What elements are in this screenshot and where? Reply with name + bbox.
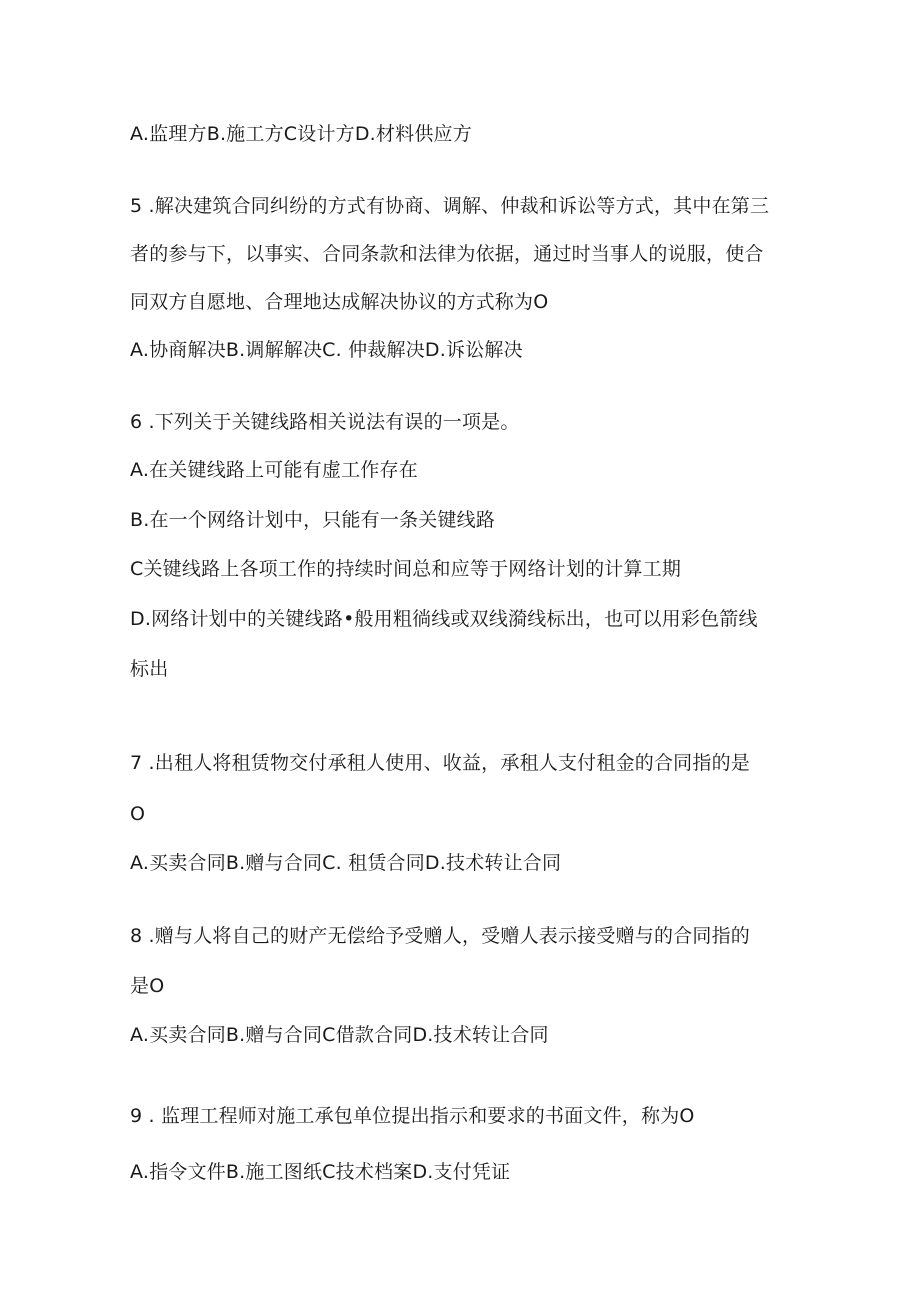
q6-option-c: C关键线路上各项工作的持续时间总和应等于网络计划的计算工期	[130, 558, 682, 580]
q6-option-d-line-2: 标出	[130, 658, 169, 680]
q6-option-d-line-1: D.网络计划中的关键线路•般用粗徜线或双线漪线标出，也可以用彩色箭线	[130, 608, 758, 630]
q5-options: A.协商解决B.调解解决C. 仲裁解决D.诉讼解决	[130, 339, 523, 361]
q5-stem-line-3: 同双方自愿地、合理地达成解决协议的方式称为O	[130, 291, 549, 313]
q5-stem-line-2: 者的参与下，以事实、合同条款和法律为依据，通过时当事人的说服，使合	[130, 243, 764, 265]
q9-options: A.指令文件B.施工图纸C技术档案D.支付凭证	[130, 1161, 511, 1183]
q6-stem: 6 .下列关于关键线路相关说法有误的一项是。	[130, 411, 520, 433]
q9-stem: 9 . 监理工程师对施工承包单位提出指示和要求的书面文件，称为O	[130, 1105, 695, 1127]
q8-stem-line-1: 8 .赠与人将自己的财产无偿给予受赠人，受赠人表示接受赠与的合同指的	[130, 925, 750, 947]
q4-options: A.监理方B.施工方C设计方D.材料供应方	[130, 123, 472, 145]
q8-options: A.买卖合同B.赠与合同C借款合同D.技术转让合同	[130, 1024, 549, 1046]
q5-stem-line-1: 5 .解决建筑合同纠纷的方式有协商、调解、仲裁和诉讼等方式，其中在第三	[130, 195, 770, 217]
q7-stem-line-1: 7 .出租人将租赁物交付承租人使用、收益，承租人支付租金的合同指的是	[130, 752, 750, 774]
q8-stem-line-2: 是O	[130, 975, 165, 997]
q6-option-a: A.在关键线路上可能有虚工作存在	[130, 459, 418, 481]
q6-option-b: B.在一个网络计划中，只能有一条关键线路	[130, 509, 496, 531]
q7-options: A.买卖合同B.赠与合同C. 租赁合同D.技术转让合同	[130, 852, 562, 874]
q7-stem-line-2: O	[130, 803, 146, 825]
